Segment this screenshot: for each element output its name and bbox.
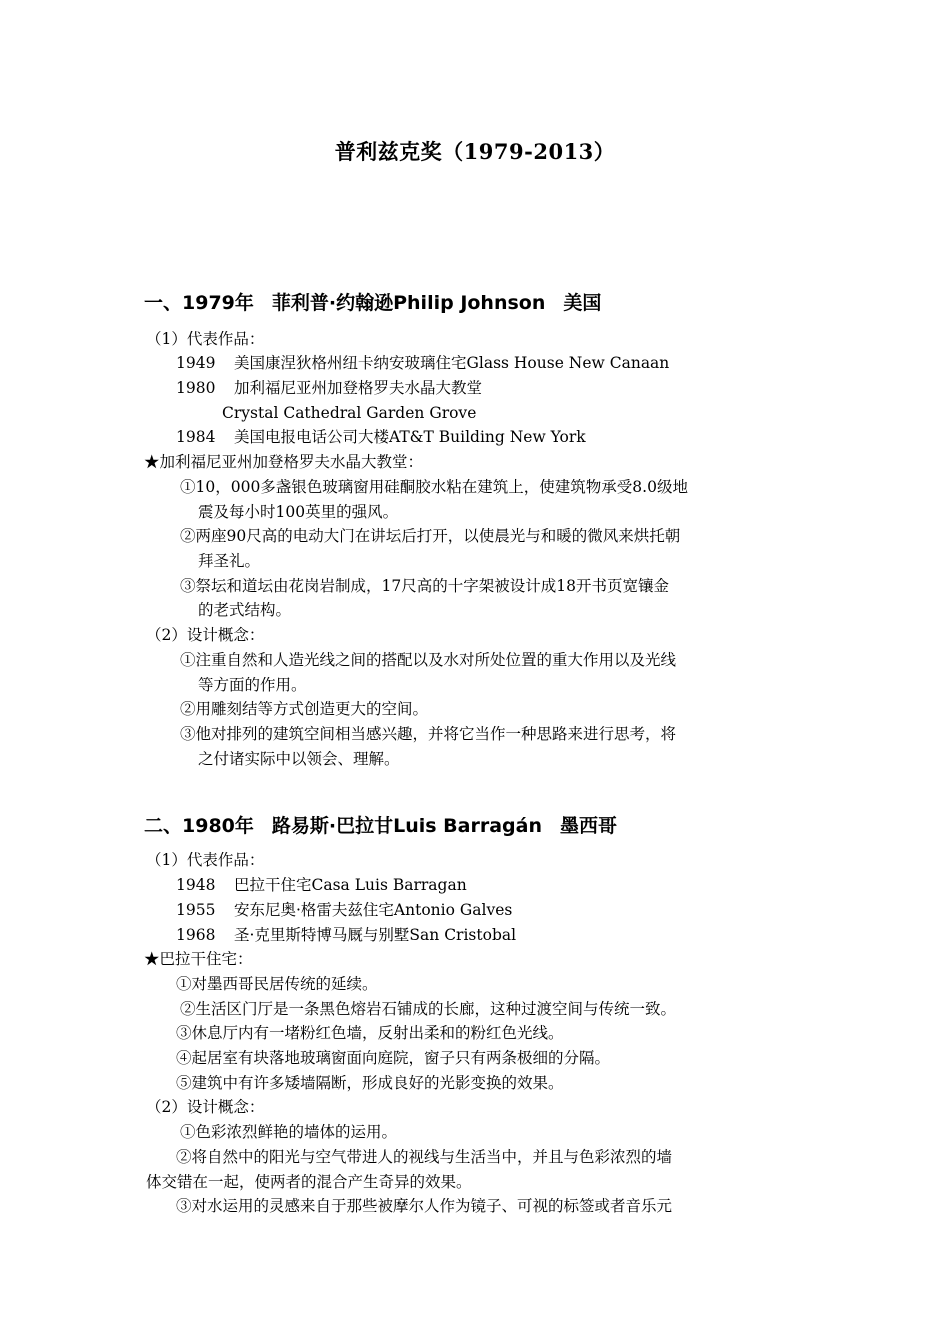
section-1-concept-item-continued: 等方面的作用。 <box>198 676 307 694</box>
section-1-name: 菲利普·约翰逊Philip Johnson <box>271 292 546 314</box>
section-2-star-item: ③休息厅内有一堵粉红色墙，反射出柔和的粉红色光线。 <box>176 1024 564 1042</box>
section-1-heading <box>144 288 601 315</box>
section-2-star-label: ★巴拉干住宅： <box>144 950 253 968</box>
section-2-concept-item: ③对水运用的灵感来自于那些被摩尔人作为镜子、可视的标签或者音乐元 <box>176 1197 673 1215</box>
section-1-country: 美国 <box>563 292 602 314</box>
section-2-concept-item: ①色彩浓烈鲜艳的墙体的运用。 <box>180 1123 398 1141</box>
section-1-concept-item-continued: 之付诸实际中以领会、理解。 <box>198 750 400 768</box>
section-1-star-label: ★加利福尼亚州加登格罗夫水晶大教堂： <box>144 453 424 471</box>
section-1-work-item: 1980 加利福尼亚州加登格罗夫水晶大教堂 <box>176 379 483 397</box>
section-2-work-item: 1955 安东尼奥·格雷夫兹住宅Antonio Galves <box>176 901 513 919</box>
section-2-name: 路易斯·巴拉甘Luis Barragán <box>271 815 542 837</box>
section-1-star-item: ①10，000多盏银色玻璃窗用硅酮胶水粘在建筑上，使建筑物承受8.0级地 <box>180 478 688 496</box>
section-1-works-label: （1）代表作品： <box>146 330 265 348</box>
section-1-star-item-continued: 震及每小时100英里的强风。 <box>198 503 399 521</box>
section-1-concept-item: ③他对排列的建筑空间相当感兴趣，并将它当作一种思路来进行思考，将 <box>180 725 677 743</box>
section-2-concept-item: ②将自然中的阳光与空气带进人的视线与生活当中，并且与色彩浓烈的墙 <box>176 1148 673 1166</box>
section-2-work-item: 1948 巴拉干住宅Casa Luis Barragan <box>176 876 467 894</box>
section-2-country: 墨西哥 <box>560 815 618 837</box>
section-2-concept-item-continued: 体交错在一起，使两者的混合产生奇异的效果。 <box>146 1173 472 1191</box>
section-1-work-item: 1984 美国电报电话公司大楼AT&T Building New York <box>176 428 586 446</box>
section-2-concept-label: （2）设计概念： <box>146 1098 265 1116</box>
section-2-work-item: 1968 圣·克里斯特博马厩与别墅San Cristobal <box>176 926 517 944</box>
section-1-star-item-continued: 的老式结构。 <box>198 601 292 619</box>
section-2-star-item: ⑤建筑中有许多矮墙隔断，形成良好的光影变换的效果。 <box>176 1074 564 1092</box>
section-2-star-item: ①对墨西哥民居传统的延续。 <box>176 975 378 993</box>
section-1-star-item: ②两座90尺高的电动大门在讲坛后打开，以使晨光与和暖的微风来烘托朝 <box>180 527 681 545</box>
section-1-concept-label: （2）设计概念： <box>146 626 265 644</box>
section-2-star-item: ④起居室有块落地玻璃窗面向庭院，窗子只有两条极细的分隔。 <box>176 1049 611 1067</box>
section-1-work-item: 1949 美国康涅狄格州纽卡纳安玻璃住宅Glass House New Canaan <box>176 354 670 372</box>
section-2-works-label: （1）代表作品： <box>146 851 265 869</box>
page-title: 普利兹克奖（1979-2013） <box>334 139 616 164</box>
section-1-work-item-continued: Crystal Cathedral Garden Grove <box>222 404 477 422</box>
section-1-concept-item: ②用雕刻结等方式创造更大的空间。 <box>180 700 429 718</box>
section-1-star-item-continued: 拜圣礼。 <box>198 552 261 570</box>
section-1-star-item: ③祭坛和道坛由花岗岩制成，17尺高的十字架被设计成18开书页宽镶金 <box>180 577 669 595</box>
section-2-star-item: ②生活区门厅是一条黑色熔岩石铺成的长廊，这种过渡空间与传统一致。 <box>180 1000 677 1018</box>
section-2-year: 二、1980年 <box>144 815 254 837</box>
section-1-year: 一、1979年 <box>144 292 254 314</box>
section-1-concept-item: ①注重自然和人造光线之间的搭配以及水对所处位置的重大作用以及光线 <box>180 651 677 669</box>
section-2-heading <box>144 811 617 838</box>
